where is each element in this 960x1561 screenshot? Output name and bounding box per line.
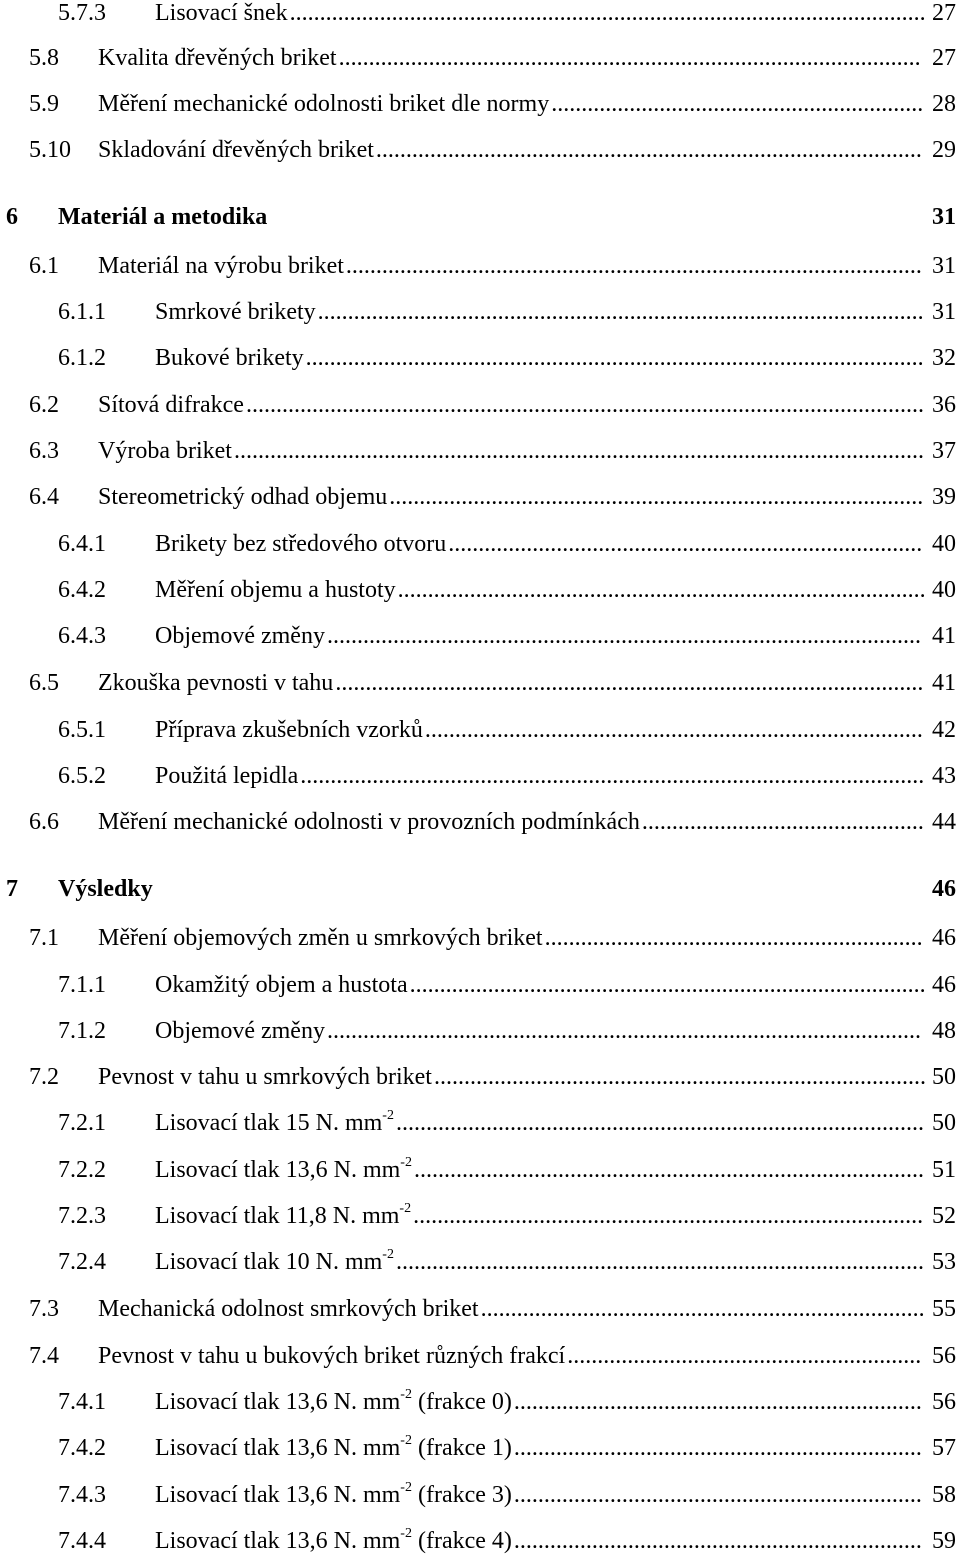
toc-entry-title (155, 1475, 512, 1515)
toc-entry-title (98, 802, 640, 842)
toc-entry[interactable] (0, 918, 960, 958)
toc-entry-number: 7.3 (29, 1296, 59, 1322)
toc-entry-title (155, 524, 446, 564)
toc-entry-title (155, 1242, 394, 1282)
toc-entry-number: 6.1.2 (58, 345, 106, 371)
toc-entry-superscript: -2 (400, 1155, 412, 1170)
toc-leader-dots: .................................................................... (513, 1435, 922, 1461)
toc-entry-title-text: Lisovací tlak 13,6 N. mm (155, 1435, 401, 1461)
toc-entry-title (155, 1011, 325, 1051)
toc-entry-title (155, 338, 304, 378)
toc-leader-dots: ................................................................................................. (338, 45, 921, 71)
toc-entry-number: 6 (6, 204, 18, 230)
toc-entry-title (98, 663, 333, 703)
toc-entry-title-text: Kvalita dřevěných briket (98, 45, 337, 71)
toc-entry-title (98, 1289, 479, 1329)
toc-entry-title-text: Pevnost v tahu u smrkových briket (98, 1064, 432, 1090)
toc-entry[interactable] (0, 477, 960, 517)
toc-entry-title-text: Objemové změny (155, 1018, 325, 1044)
toc-entry[interactable] (0, 1057, 960, 1097)
toc-leader-dots: .................................................................................................. (335, 670, 924, 696)
toc-entry-title-text: Lisovací tlak 11,8 N. mm (155, 1203, 400, 1229)
toc-entry-page-number: 40 (932, 531, 956, 557)
toc-entry-number: 7.1.2 (58, 1018, 106, 1044)
toc-leader-dots: ..................................................................................... (413, 1157, 924, 1183)
toc-entry-number: 6.5.1 (58, 717, 106, 743)
toc-entry-title-suffix: (frakce 3) (411, 1482, 512, 1508)
toc-entry-page-number: 39 (932, 484, 956, 510)
toc-leader-dots: ........................................................................................ (395, 1110, 924, 1136)
toc-entry[interactable] (0, 524, 960, 564)
toc-entry-title (98, 1057, 432, 1097)
toc-leader-dots: ................................................................................................................. (245, 392, 924, 418)
toc-chapter-entry[interactable] (0, 197, 960, 237)
toc-entry-page-number: 32 (932, 345, 956, 371)
toc-leader-dots: ................................................................................................... (326, 623, 921, 649)
toc-entry-title-text: Zkouška pevnosti v tahu (98, 670, 334, 696)
toc-entry-number: 7 (6, 876, 18, 902)
toc-entry-title (98, 431, 232, 471)
toc-entry[interactable] (0, 965, 960, 1005)
toc-leader-dots: .............................................................. (551, 91, 924, 117)
toc-entry[interactable] (0, 84, 960, 124)
toc-leader-dots: ................................................................................................ (345, 253, 922, 279)
toc-entry-page-number: 44 (932, 809, 956, 835)
toc-entry-title-text: Příprava zkušebních vzorků (155, 717, 423, 743)
toc-entry-number: 6.1 (29, 253, 59, 279)
toc-entry-number: 7.4.4 (58, 1528, 106, 1554)
toc-entry-number: 7.2.3 (58, 1203, 106, 1229)
toc-entry[interactable] (0, 1521, 960, 1561)
toc-entry[interactable] (0, 756, 960, 796)
toc-leader-dots: ..................................................................................... (413, 1203, 924, 1229)
toc-entry-title-text: Objemové změny (155, 623, 325, 649)
toc-entry[interactable] (0, 292, 960, 332)
toc-entry-number: 7.4.3 (58, 1482, 106, 1508)
toc-entry-title (98, 385, 244, 425)
toc-entry-page-number: 55 (932, 1296, 956, 1322)
toc-entry-number: 6.4.2 (58, 577, 106, 603)
toc-entry-title (155, 1103, 394, 1143)
toc-entry-page-number: 27 (932, 0, 956, 26)
toc-entry[interactable] (0, 1242, 960, 1282)
toc-entry-superscript: -2 (400, 1387, 412, 1402)
toc-entry-title (155, 1521, 512, 1561)
toc-entry-number: 6.3 (29, 438, 59, 464)
toc-entry-page-number: 29 (932, 137, 956, 163)
toc-entry-title-text: Brikety bez středového otvoru (155, 531, 447, 557)
toc-chapter-entry[interactable] (0, 869, 960, 909)
toc-entry-number: 7.2.4 (58, 1249, 106, 1275)
toc-entry-title-text: Výsledky (58, 876, 153, 902)
toc-entry[interactable] (0, 38, 960, 78)
toc-entry-title-text: Lisovací tlak 13,6 N. mm (155, 1157, 401, 1183)
toc-entry-title (155, 1150, 412, 1190)
toc-entry-number: 5.10 (29, 137, 71, 163)
toc-leader-dots: ...................................................................................... (409, 972, 926, 998)
toc-entry[interactable] (0, 1150, 960, 1190)
toc-entry-superscript: -2 (382, 1247, 394, 1262)
toc-entry-title (98, 84, 549, 124)
toc-entry-title-text: Lisovací tlak 10 N. mm (155, 1249, 383, 1275)
toc-entry-page-number: 37 (932, 438, 956, 464)
toc-entry-page-number: 46 (932, 876, 956, 902)
toc-entry-number: 7.4.2 (58, 1435, 106, 1461)
toc-entry-number: 7.4.1 (58, 1389, 106, 1415)
toc-entry-number: 7.1.1 (58, 972, 106, 998)
toc-entry-number: 7.2 (29, 1064, 59, 1090)
toc-entry-number: 5.7.3 (58, 0, 106, 26)
toc-entry[interactable] (0, 338, 960, 378)
toc-entry[interactable] (0, 1382, 960, 1422)
toc-entry-page-number: 46 (932, 972, 956, 998)
toc-entry-title (155, 0, 288, 33)
toc-leader-dots: ..................................................................................................... (317, 299, 924, 325)
toc-entry[interactable] (0, 0, 960, 33)
toc-entry-page-number: 46 (932, 925, 956, 951)
toc-entry-title-text: Smrkové brikety (155, 299, 316, 325)
toc-entry-title-text: Lisovací tlak 13,6 N. mm (155, 1528, 401, 1554)
toc-entry-title (155, 616, 325, 656)
toc-entry-page-number: 42 (932, 717, 956, 743)
toc-entry-number: 6.5.2 (58, 763, 106, 789)
toc-leader-dots: ............................................... (641, 809, 924, 835)
toc-entry[interactable] (0, 130, 960, 170)
toc-entry-number: 7.4 (29, 1343, 59, 1369)
toc-leader-dots: .................................................................................. (433, 1064, 926, 1090)
toc-leader-dots: ................................................................................... (424, 717, 923, 743)
toc-entry-page-number: 53 (932, 1249, 956, 1275)
toc-leader-dots: ................................................................................................... (326, 1018, 921, 1044)
toc-entry-superscript: -2 (400, 1433, 412, 1448)
toc-leader-dots: ........................................................................................................ (300, 763, 925, 789)
toc-entry-title (58, 197, 267, 237)
toc-entry-page-number: 48 (932, 1018, 956, 1044)
toc-entry-title (58, 869, 153, 909)
toc-entry-number: 6.4.3 (58, 623, 106, 649)
toc-entry[interactable] (0, 1336, 960, 1376)
toc-entry-title (98, 918, 543, 958)
toc-entry[interactable] (0, 570, 960, 610)
toc-leader-dots: .......................................................................................................... (289, 0, 926, 26)
toc-entry-title-text: Použitá lepidla (155, 763, 299, 789)
toc-entry-title (155, 710, 423, 750)
toc-leader-dots: ............................................................... (544, 925, 923, 951)
toc-leader-dots: .................................................................... (513, 1389, 922, 1415)
toc-entry-title (98, 477, 387, 517)
toc-entry[interactable] (0, 1428, 960, 1468)
toc-entry-page-number: 43 (932, 763, 956, 789)
toc-entry-title-text: Mechanická odolnost smrkových briket (98, 1296, 479, 1322)
toc-leader-dots: ........................................................................................ (397, 577, 926, 603)
toc-entry-title-text: Měření objemových změn u smrkových briket (98, 925, 543, 951)
toc-entry-title-text: Lisovací šnek (155, 0, 288, 26)
toc-entry-title (155, 965, 408, 1005)
toc-entry-title-text: Materiál na výrobu briket (98, 253, 344, 279)
toc-entry-title (98, 130, 374, 170)
toc-entry-title-text: Materiál a metodika (58, 204, 268, 230)
toc-leader-dots: ............................................................................... (448, 531, 923, 557)
toc-leader-dots: .......................................................................... (480, 1296, 925, 1322)
toc-entry-page-number: 28 (932, 91, 956, 117)
toc-entry-title-text: Výroba briket (98, 438, 232, 464)
toc-entry-title (98, 1336, 565, 1376)
toc-entry-page-number: 50 (932, 1064, 956, 1090)
toc-entry[interactable] (0, 1011, 960, 1051)
toc-leader-dots: ........................................................... (567, 1343, 922, 1369)
toc-entry[interactable] (0, 1196, 960, 1236)
toc-entry-title-text: Skladování dřevěných briket (98, 137, 374, 163)
toc-entry-number: 6.2 (29, 392, 59, 418)
toc-entry-number: 6.6 (29, 809, 59, 835)
toc-entry[interactable] (0, 1289, 960, 1329)
toc-entry-number: 7.1 (29, 925, 59, 951)
toc-entry-title-suffix: (frakce 1) (411, 1435, 512, 1461)
toc-entry[interactable] (0, 802, 960, 842)
toc-entry-superscript: -2 (400, 1526, 412, 1541)
toc-entry-title (155, 1382, 512, 1422)
toc-entry-number: 6.4.1 (58, 531, 106, 557)
toc-entry-title (98, 38, 337, 78)
toc-entry[interactable] (0, 663, 960, 703)
toc-entry-number: 7.2.1 (58, 1110, 106, 1136)
toc-entry-number: 5.8 (29, 45, 59, 71)
toc-entry-title-text: Pevnost v tahu u bukových briket různých frakcí (98, 1343, 566, 1369)
toc-entry-title-text: Měření mechanické odolnosti briket dle normy (98, 91, 550, 117)
toc-entry-title-text: Sítová difrakce (98, 392, 244, 418)
toc-entry[interactable] (0, 385, 960, 425)
toc-entry-superscript: -2 (400, 1480, 412, 1495)
toc-entry-title-text: Okamžitý objem a hustota (155, 972, 408, 998)
toc-entry-superscript: -2 (399, 1201, 412, 1216)
toc-entry-page-number: 41 (932, 670, 956, 696)
toc-entry-title-text: Stereometrický odhad objemu (98, 484, 388, 510)
toc-entry-page-number: 31 (932, 299, 956, 325)
toc-entry-page-number: 57 (932, 1435, 956, 1461)
toc-leader-dots: .................................................................... (513, 1528, 922, 1554)
toc-entry-page-number: 27 (932, 45, 956, 71)
toc-entry-page-number: 58 (932, 1482, 956, 1508)
toc-leader-dots: ....................................................................................................... (305, 345, 924, 371)
toc-entry-page-number: 31 (932, 253, 956, 279)
toc-entry-number: 6.4 (29, 484, 59, 510)
toc-entry-page-number: 51 (932, 1157, 956, 1183)
toc-entry-superscript: -2 (382, 1108, 394, 1123)
toc-entry-title (155, 570, 396, 610)
toc-entry[interactable] (0, 431, 960, 471)
toc-entry-page-number: 40 (932, 577, 956, 603)
toc-entry[interactable] (0, 710, 960, 750)
toc-entry-page-number: 52 (932, 1203, 956, 1229)
toc-leader-dots: ......................................................................................... (389, 484, 924, 510)
toc-entry-number: 6.1.1 (58, 299, 106, 325)
toc-entry-number: 7.2.2 (58, 1157, 106, 1183)
toc-entry-title-text: Měření objemu a hustoty (155, 577, 396, 603)
toc-entry-title-text: Měření mechanické odolnosti v provozních podmínkách (98, 809, 640, 835)
toc-entry-number: 5.9 (29, 91, 59, 117)
toc-entry-page-number: 56 (932, 1389, 956, 1415)
toc-entry-page-number: 41 (932, 623, 956, 649)
toc-leader-dots: ................................................................................................................... (233, 438, 924, 464)
toc-entry-title-text: Lisovací tlak 13,6 N. mm (155, 1389, 401, 1415)
toc-entry[interactable] (0, 1103, 960, 1143)
toc-entry-title (98, 246, 344, 286)
toc-leader-dots: ........................................................................................... (375, 137, 922, 163)
toc-entry-page-number: 50 (932, 1110, 956, 1136)
toc-entry-title (155, 756, 298, 796)
toc-entry-page-number: 56 (932, 1343, 956, 1369)
toc-entry-page-number: 31 (932, 204, 956, 230)
toc-entry-title-text: Lisovací tlak 15 N. mm (155, 1110, 383, 1136)
toc-leader-dots: .................................................................... (513, 1482, 922, 1508)
toc-entry-page-number: 36 (932, 392, 956, 418)
toc-entry-title (155, 292, 316, 332)
toc-entry[interactable] (0, 616, 960, 656)
toc-entry[interactable] (0, 1475, 960, 1515)
toc-entry[interactable] (0, 246, 960, 286)
toc-entry-page-number: 59 (932, 1528, 956, 1554)
toc-entry-title (155, 1428, 512, 1468)
toc-entry-title-suffix: (frakce 0) (411, 1389, 512, 1415)
toc-entry-title (155, 1196, 411, 1236)
toc-leader-dots: ........................................................................................ (395, 1249, 924, 1275)
toc-entry-title-text: Lisovací tlak 13,6 N. mm (155, 1482, 401, 1508)
toc-entry-title-text: Bukové brikety (155, 345, 304, 371)
toc-entry-number: 6.5 (29, 670, 59, 696)
toc-entry-title-suffix: (frakce 4) (411, 1528, 512, 1554)
